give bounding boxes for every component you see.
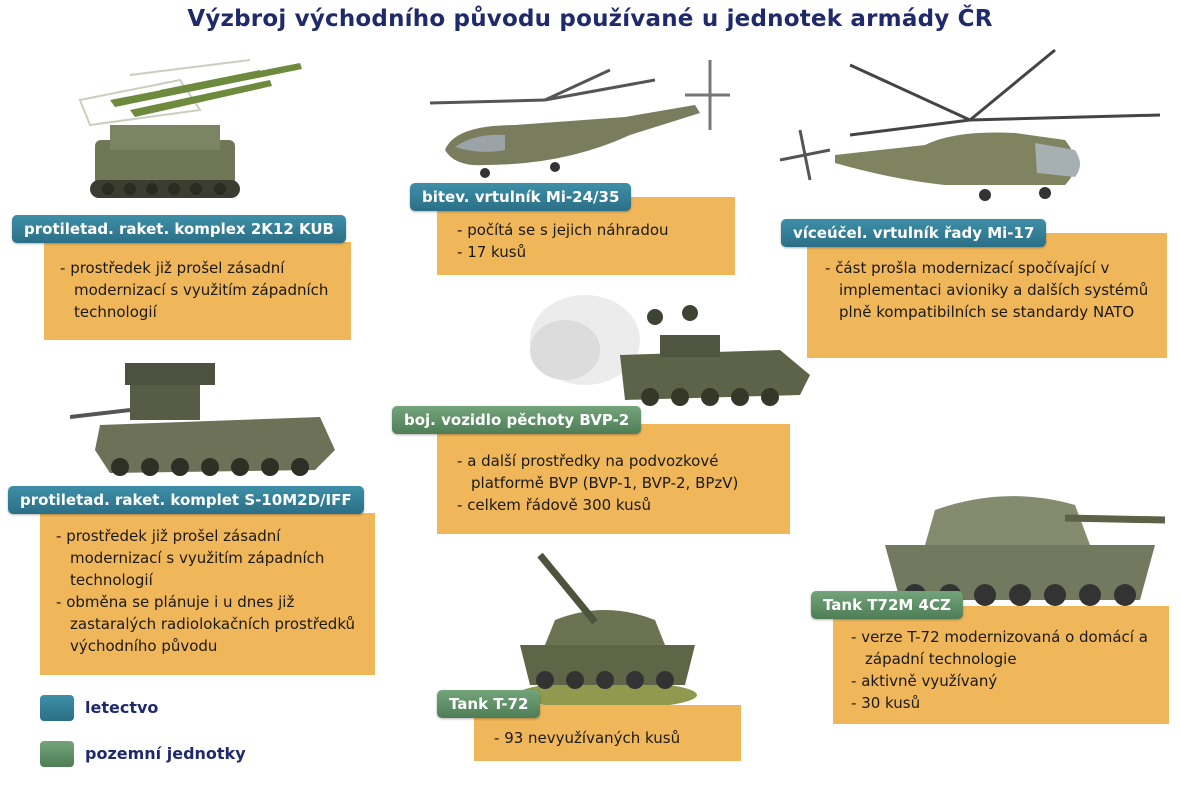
card-t72m4cz-line-3: - 30 kusů: [851, 692, 1157, 714]
card-bvp2-line-2: - celkem řádově 300 kusů: [457, 494, 778, 516]
card-t72m4cz: [833, 606, 1169, 724]
card-t72-line-1: - 93 nevyužívaných kusů: [494, 727, 729, 749]
legend-pozemni-swatch: [40, 741, 74, 767]
legend-pozemni-label: pozemní jednotky: [85, 744, 246, 763]
page-title: Výzbroj východního původu používané u jednotek armády ČR: [187, 6, 993, 32]
label-mi24: bitev. vrtulník Mi-24/35: [410, 183, 631, 211]
card-mi17: [807, 233, 1167, 358]
card-kub: [44, 242, 351, 340]
bvp2-vehicle-image: [530, 295, 815, 410]
legend-letectvo-swatch: [40, 695, 74, 721]
card-t72m4cz-line-1: - verze T-72 modernizovaná o domácí a západní technologie: [851, 626, 1157, 670]
kub-launcher-image: [70, 55, 310, 205]
card-s10m2d-line-2: - obměna se plánuje i u dnes již zastaralých radiolokačních prostředků východního původu: [56, 591, 365, 657]
card-kub-line-1: - prostředek již prošel zásadní modernizací s využitím západních technologií: [60, 257, 339, 323]
s10m2d-vehicle-image: [70, 355, 340, 480]
card-t72m4cz-line-2: - aktivně využívaný: [851, 670, 1157, 692]
mi24-helicopter-image: [425, 55, 730, 185]
label-mi17: víceúčel. vrtulník řady Mi-17: [781, 219, 1046, 247]
card-mi17-line-1: - část prošla modernizací spočívající v implementaci avioniky a dalších systémů plně kompatibilních se standardy NATO: [825, 257, 1153, 323]
card-mi24-line-1: - počítá se s jejich náhradou: [457, 219, 723, 241]
label-bvp2: boj. vozidlo pěchoty BVP-2: [392, 406, 641, 434]
t72-tank-image: [515, 550, 700, 710]
label-s10m2d: protiletad. raket. komplet S-10M2D/IFF: [8, 486, 364, 514]
legend-letectvo-label: letectvo: [85, 698, 159, 717]
label-t72: Tank T-72: [437, 690, 540, 718]
card-mi24-line-2: - 17 kusů: [457, 241, 723, 263]
card-s10m2d-line-1: - prostředek již prošel zásadní modernizací s využitím západních technologií: [56, 525, 365, 591]
card-s10m2d: [40, 513, 375, 675]
label-kub: protiletad. raket. komplex 2K12 KUB: [12, 215, 346, 243]
mi17-helicopter-image: [775, 45, 1165, 205]
card-bvp2: [437, 424, 790, 534]
card-bvp2-line-1: - a další prostředky na podvozkové platformě BVP (BVP-1, BVP-2, BPzV): [457, 450, 778, 494]
label-t72m4cz: Tank T72M 4CZ: [811, 591, 963, 619]
